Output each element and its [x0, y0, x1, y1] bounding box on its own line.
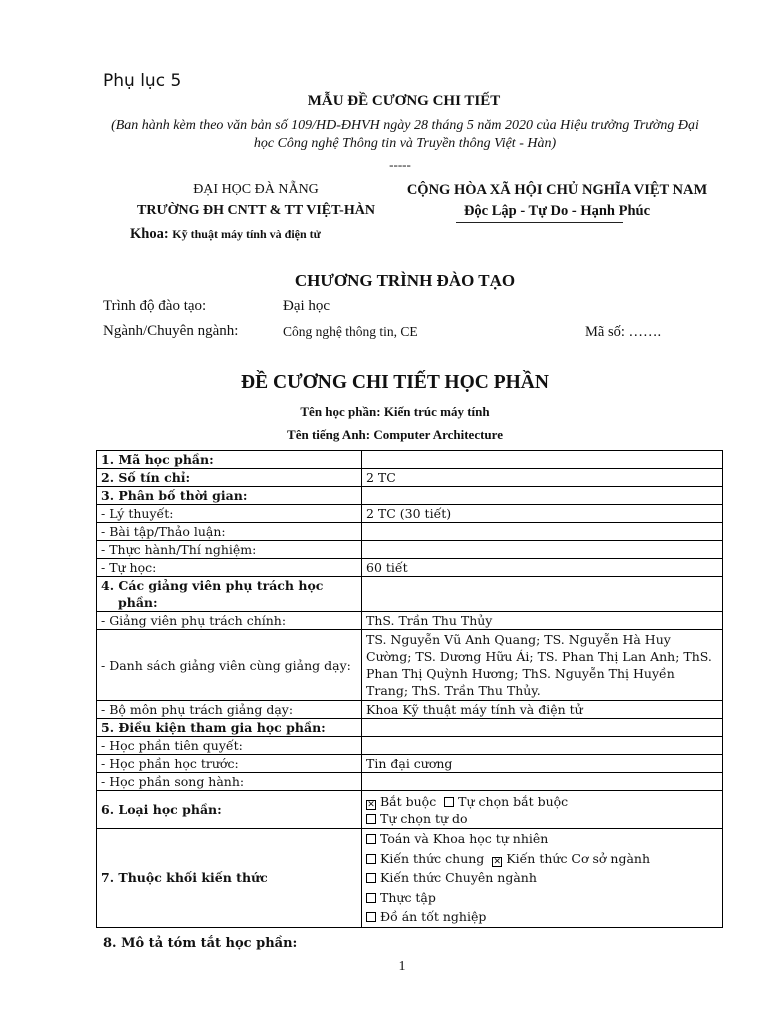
option-math-science [366, 829, 548, 849]
option-label: Bắt buộc [380, 794, 437, 809]
checkbox-icon [366, 834, 376, 844]
option-label: Toán và Khoa học tự nhiên [380, 831, 549, 846]
row-label: 2. Số tín chỉ: [97, 469, 362, 487]
row-label: - Học phần tiên quyết: [97, 737, 362, 755]
republic-heading: CỘNG HÒA XÃ HỘI CHỦ NGHĨA VIỆT NAM [406, 182, 708, 198]
option-specialized [366, 868, 537, 888]
table-row [97, 541, 723, 559]
issued-note: (Ban hành kèm theo văn bản số 109/HD-ĐHVH ngày 28 tháng 5 năm 2020 của Hiệu trưởng Trường Đại học Công nghệ Thông tin và Truyền thông Việt - Hàn) [111, 118, 699, 151]
row-label: - Học phần học trước: [97, 755, 362, 773]
form-title: MẪU ĐỀ CƯƠNG CHI TIẾT [307, 93, 501, 109]
major-value: Công nghệ thông tin, CE [283, 324, 418, 339]
checkbox-icon [444, 797, 454, 807]
faculty-name: Kỹ thuật máy tính và điện tử [172, 227, 321, 241]
course-type-options [362, 791, 723, 829]
checkbox-icon [366, 854, 376, 864]
course-name-english: Tên tiếng Anh: Computer Architecture [287, 427, 503, 442]
checkbox-icon: ✕ [367, 800, 375, 810]
option-label: Tự chọn tự do [380, 811, 468, 826]
table-row [97, 559, 723, 577]
option-internship [366, 888, 436, 908]
appendix-label: Phụ lục 5 [103, 71, 182, 91]
option-label: Thực tập [380, 889, 436, 905]
table-row [97, 612, 723, 630]
row-label: 7. Thuộc khối kiến thức [97, 829, 362, 928]
row-label: - Danh sách giảng viên cùng giảng dạy: [97, 630, 362, 701]
level-label: Trình độ đào tạo: [103, 298, 207, 314]
table-row [97, 719, 723, 737]
option-thesis [366, 907, 486, 927]
row-value: ThS. Trần Thu Thủy [362, 612, 723, 630]
option-label: Kiến thức chung [380, 850, 485, 866]
table-row [97, 451, 723, 469]
knowledge-block-options [362, 829, 723, 928]
course-info-table [96, 450, 723, 928]
row-value [362, 719, 723, 737]
school-name: TRƯỜNG ĐH CNTT & TT VIỆT-HÀN [137, 203, 375, 218]
row-label: - Tự học: [97, 559, 362, 577]
row-label: 6. Loại học phần: [97, 791, 362, 829]
row-label: 1. Mã học phần: [97, 451, 362, 469]
checkbox-icon: ✕ [493, 856, 502, 867]
row-label: - Giảng viên phụ trách chính: [97, 612, 362, 630]
row-value [362, 737, 723, 755]
table-row [97, 487, 723, 505]
program-code: Mã số: ……. [585, 324, 662, 340]
row-value [362, 451, 723, 469]
option-label: Đồ án tốt nghiệp [380, 909, 487, 924]
row-value [362, 541, 723, 559]
option-foundation [492, 849, 650, 869]
option-general-knowledge [366, 849, 484, 869]
syllabus-title: ĐỀ CƯƠNG CHI TIẾT HỌC PHẦN [241, 372, 549, 393]
row-value: 60 tiết [362, 559, 723, 577]
page-number: 1 [398, 959, 406, 974]
option-label: Tự chọn bắt buộc [458, 794, 569, 809]
level-value: Đại học [283, 298, 331, 314]
option-label: Kiến thức Chuyên ngành [380, 870, 537, 885]
row-value [362, 487, 723, 505]
faculty-label: Khoa: [130, 226, 169, 242]
row-label: - Bộ môn phụ trách giảng dạy: [97, 701, 362, 719]
motto-underline [456, 222, 623, 223]
table-row [97, 791, 723, 829]
row-label: 5. Điều kiện tham gia học phần: [97, 719, 362, 737]
table-row [97, 755, 723, 773]
checkbox-icon [366, 873, 376, 883]
faculty-line [130, 226, 321, 243]
row-value: Khoa Kỹ thuật máy tính và điện tử [362, 701, 723, 719]
row-label: - Lý thuyết: [97, 505, 362, 523]
major-label: Ngành/Chuyên ngành: [103, 323, 239, 339]
row-value: 2 TC (30 tiết) [362, 505, 723, 523]
national-motto: Độc Lập - Tự Do - Hạnh Phúc [463, 203, 651, 219]
row-value: TS. Nguyễn Vũ Anh Quang; TS. Nguyễn Hà Huy Cường; TS. Dương Hữu Ái; TS. Phan Thị Lan Anh; ThS. Phan Thị Quỳnh Hương; ThS. Nguyễn Thị Huyền Trang; ThS. Trần Thu Thủy. [362, 630, 723, 701]
table-row [97, 523, 723, 541]
option-compulsory [366, 793, 436, 810]
program-title: CHƯƠNG TRÌNH ĐÀO TẠO [294, 271, 516, 290]
table-row [97, 701, 723, 719]
course-name: Tên học phần: Kiến trúc máy tính [300, 404, 490, 419]
separator-dashes: ----- [389, 157, 411, 172]
table-row [97, 630, 723, 701]
row-value [362, 523, 723, 541]
row-label: - Học phần song hành: [97, 773, 362, 791]
table-row [97, 829, 723, 928]
table-row [97, 773, 723, 791]
option-free-elective [366, 810, 468, 827]
table-row [97, 505, 723, 523]
row-label: 3. Phân bố thời gian: [97, 487, 362, 505]
row-value: 2 TC [362, 469, 723, 487]
section-8-heading: 8. Mô tả tóm tắt học phần: [103, 936, 298, 951]
row-value [362, 773, 723, 791]
row-label: - Thực hành/Thí nghiệm: [97, 541, 362, 559]
table-row [97, 577, 723, 612]
checkbox-icon [366, 814, 376, 824]
row-label: - Bài tập/Thảo luận: [97, 523, 362, 541]
row-value [362, 577, 723, 612]
option-elective-required [444, 793, 568, 810]
checkbox-icon [366, 893, 376, 903]
option-label: Kiến thức Cơ sở ngành [506, 850, 650, 866]
row-value: Tin đại cương [362, 755, 723, 773]
row-label: 4. Các giảng viên phụ trách học phần: [97, 577, 362, 612]
university-name: ĐẠI HỌC ĐÀ NẴNG [193, 182, 319, 197]
checkbox-icon [366, 912, 376, 922]
table-row [97, 469, 723, 487]
table-row [97, 737, 723, 755]
